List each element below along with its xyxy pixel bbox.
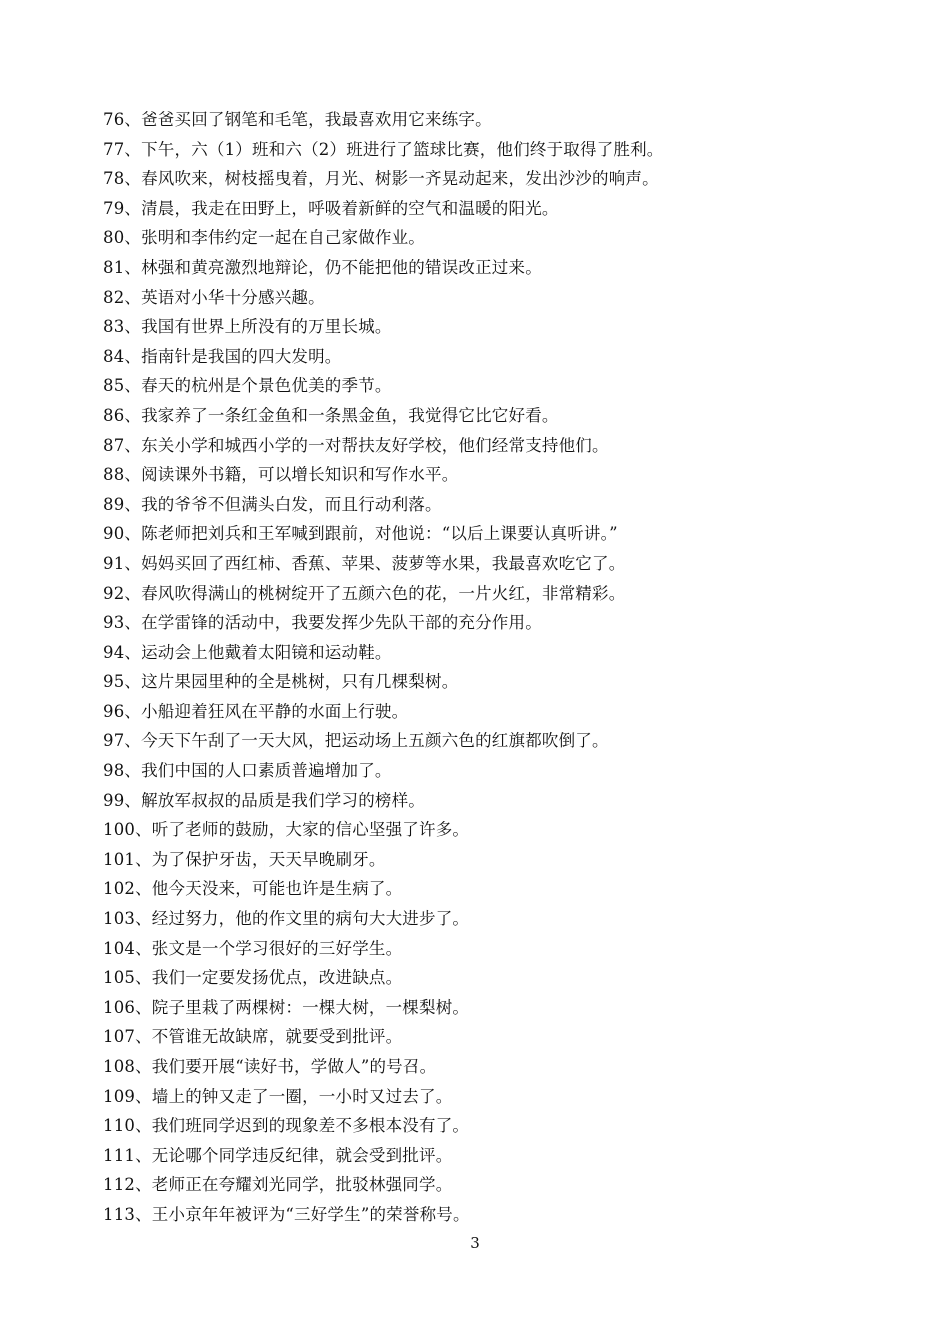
sentence-line: 97、今天下午刮了一天大风，把运动场上五颜六色的红旗都吹倒了。: [103, 731, 609, 751]
sentence-line: 89、我的爷爷不但满头白发，而且行动利落。: [103, 494, 442, 514]
sentence-line: 110、我们班同学迟到的现象差不多根本没有了。: [103, 1116, 470, 1136]
sentence-line: 109、墙上的钟又走了一圈，一小时又过去了。: [103, 1086, 453, 1106]
sentence-line: 101、为了保护牙齿，天天早晚刷牙。: [103, 849, 386, 869]
page-number: 3: [470, 1234, 480, 1252]
sentence-line: 95、这片果园里种的全是桃树，只有几棵梨树。: [103, 672, 459, 692]
sentence-line: 113、王小京年年被评为“三好学生”的荣誉称号。: [103, 1204, 470, 1224]
sentence-line: 107、不管谁无故缺席，就要受到批评。: [103, 1027, 403, 1047]
sentence-line: 79、清晨，我走在田野上，呼吸着新鲜的空气和温暖的阳光。: [103, 198, 559, 218]
sentence-line: 90、陈老师把刘兵和王军喊到跟前，对他说：“以后上课要认真听讲。”: [103, 524, 618, 544]
sentence-line: 76、爸爸买回了钢笔和毛笔，我最喜欢用它来练字。: [103, 110, 492, 129]
sentence-line: 84、指南针是我国的四大发明。: [103, 346, 342, 366]
sentence-line: 112、老师正在夸耀刘光同学，批驳林强同学。: [103, 1175, 453, 1195]
sentence-line: 98、我们中国的人口素质普遍增加了。: [103, 761, 392, 781]
sentence-line: 94、运动会上他戴着太阳镜和运动鞋。: [103, 642, 392, 662]
sentence-list: [103, 105, 903, 1230]
sentence-line: 106、院子里栽了两棵树：一棵大树，一棵梨树。: [103, 997, 470, 1017]
sentence-line: 111、无论哪个同学违反纪律，就会受到批评。: [103, 1145, 453, 1165]
sentence-line: 102、他今天没来，可能也许是生病了。: [103, 879, 403, 899]
sentence-line: 100、听了老师的鼓励，大家的信心坚强了许多。: [103, 820, 470, 840]
sentence-line: 93、在学雷锋的活动中，我要发挥少先队干部的充分作用。: [103, 613, 542, 633]
sentence-line: 104、张文是一个学习很好的三好学生。: [103, 938, 403, 958]
sentence-line: 78、春风吹来，树枝摇曳着，月光、树影一齐晃动起来，发出沙沙的响声。: [103, 169, 659, 189]
sentence-line: 83、我国有世界上所没有的万里长城。: [103, 317, 392, 337]
sentence-line: 77、下午，六（1）班和六（2）班进行了篮球比赛，他们终于取得了胜利。: [103, 139, 664, 159]
sentence-line: 86、我家养了一条红金鱼和一条黑金鱼，我觉得它比它好看。: [103, 405, 559, 425]
sentence-line: 81、林强和黄亮激烈地辩论，仍不能把他的错误改正过来。: [103, 257, 542, 277]
sentence-line: 103、经过努力，他的作文里的病句大大进步了。: [103, 909, 470, 929]
sentence-line: 105、我们一定要发扬优点，改进缺点。: [103, 968, 403, 988]
sentence-line: 82、英语对小华十分感兴趣。: [103, 287, 325, 307]
sentence-line: 80、张明和李伟约定一起在自己家做作业。: [103, 228, 425, 248]
sentence-line: 87、东关小学和城西小学的一对帮扶友好学校，他们经常支持他们。: [103, 435, 609, 455]
sentence-line: 96、小船迎着狂风在平静的水面上行驶。: [103, 701, 409, 721]
sentence-line: 92、春风吹得满山的桃树绽开了五颜六色的花，一片火红，非常精彩。: [103, 583, 626, 603]
sentence-line: 85、春天的杭州是个景色优美的季节。: [103, 376, 392, 396]
sentence-line: 99、解放军叔叔的品质是我们学习的榜样。: [103, 790, 425, 810]
sentence-line: 108、我们要开展“读好书，学做人”的号召。: [103, 1057, 437, 1076]
sentence-line: 91、妈妈买回了西红柿、香蕉、苹果、菠萝等水果，我最喜欢吃它了。: [103, 553, 626, 573]
sentence-line: 88、阅读课外书籍，可以增长知识和写作水平。: [103, 465, 459, 485]
